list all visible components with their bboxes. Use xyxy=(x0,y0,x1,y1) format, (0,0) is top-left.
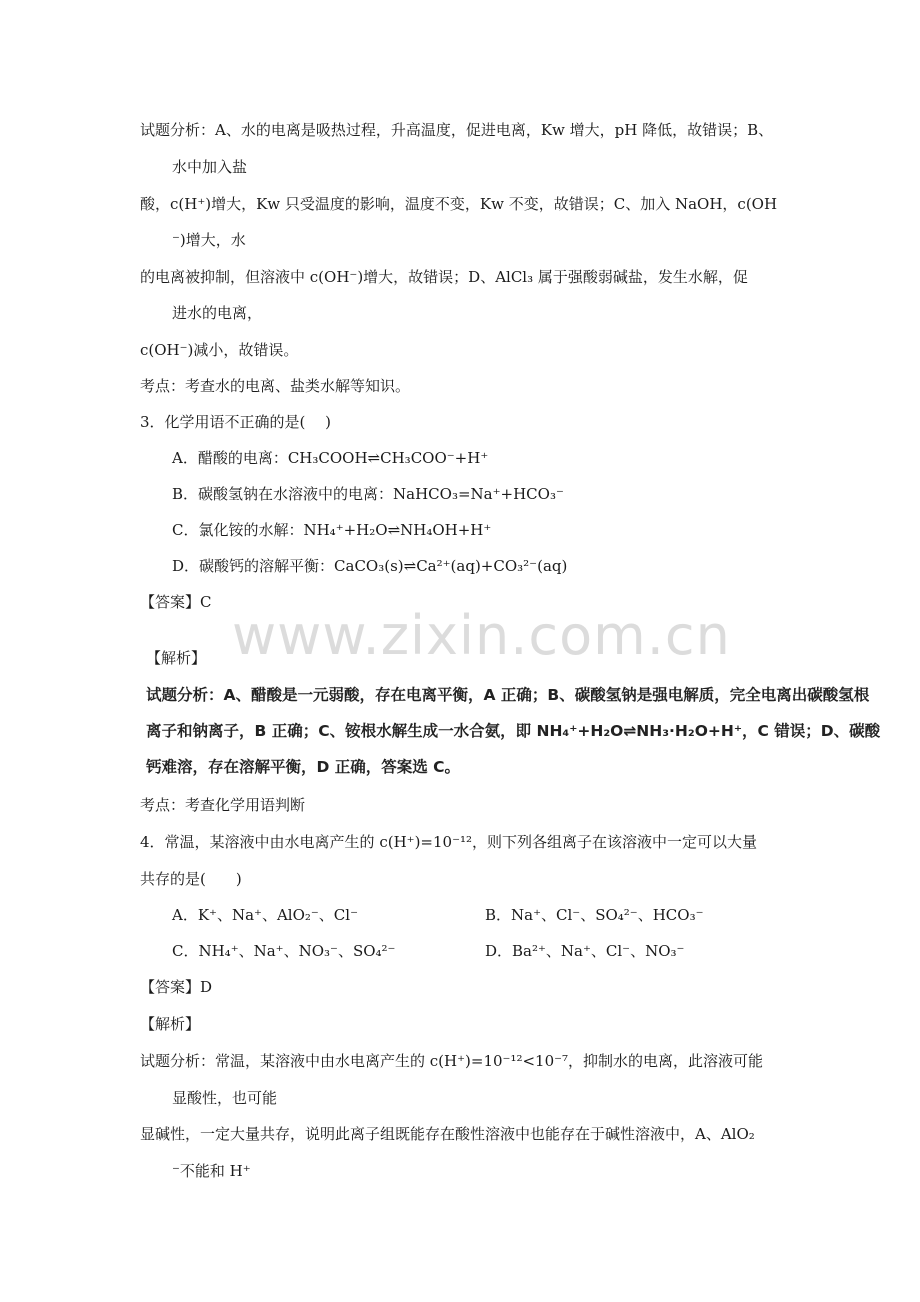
kaodian-line: 考点：考查水的电离、盐类水解等知识。 xyxy=(140,377,411,395)
text-line: 水中加入盐 xyxy=(172,158,248,176)
analysis-line: 试题分析：常温，某溶液中由水电离产生的 c(H⁺)=10⁻¹²<10⁻⁷，抑制水的电离，此溶液可能 xyxy=(140,1052,764,1070)
answer-label: 【答案】C xyxy=(140,593,212,611)
text-line: 酸，c(H⁺)增大，Kw 只受温度的影响，温度不变，Kw 不变，故错误；C、加入 NaOH，c(OH xyxy=(140,195,778,213)
analysis-label: 【解析】 xyxy=(140,1015,201,1033)
question-4: 4．常温，某溶液中由水电离产生的 c(H⁺)=10⁻¹²，则下列各组离子在该溶液中一定可以大量 xyxy=(140,833,758,851)
text-line: ⁻)增大，水 xyxy=(172,231,246,249)
question-4-cont: 共存的是( ) xyxy=(140,870,242,888)
watermark: www.zixin.com.cn xyxy=(232,604,731,667)
analysis-label: 【解析】 xyxy=(146,649,207,667)
option-b: B．Na⁺、Cl⁻、SO₄²⁻、HCO₃⁻ xyxy=(485,906,704,924)
analysis-line: 显酸性，也可能 xyxy=(172,1089,278,1107)
text-line: 的电离被抑制，但溶液中 c(OH⁻)增大，故错误；D、AlCl₃ 属于强酸弱碱盐，发生水解，促 xyxy=(140,268,748,286)
analysis-line: 钙难溶，存在溶解平衡，D 正确，答案选 C。 xyxy=(146,758,461,776)
analysis-line: 显碱性，一定大量共存，说明此离子组既能存在酸性溶液中也能存在于碱性溶液中，A、AlO₂ xyxy=(140,1125,755,1143)
option-d: D．Ba²⁺、Na⁺、Cl⁻、NO₃⁻ xyxy=(485,942,685,960)
question-3: 3．化学用语不正确的是( ) xyxy=(140,413,332,431)
analysis-line: 试题分析：A、醋酸是一元弱酸，存在电离平衡，A 正确；B、碳酸氢钠是强电解质，完全电离出碳酸氢根 xyxy=(146,686,870,704)
option-b: B．碳酸氢钠在水溶液中的电离：NaHCO₃=Na⁺+HCO₃⁻ xyxy=(172,485,564,503)
text-line: c(OH⁻)减小，故错误。 xyxy=(140,341,299,359)
text-line: 进水的电离， xyxy=(172,304,263,322)
option-d: D．碳酸钙的溶解平衡：CaCO₃(s)⇌Ca²⁺(aq)+CO₃²⁻(aq) xyxy=(172,557,568,575)
option-c: C．NH₄⁺、Na⁺、NO₃⁻、SO₄²⁻ xyxy=(172,942,396,960)
kaodian-line: 考点：考查化学用语判断 xyxy=(140,796,306,814)
option-a: A．醋酸的电离：CH₃COOH⇌CH₃COO⁻+H⁺ xyxy=(172,449,489,467)
answer-label: 【答案】D xyxy=(140,978,213,996)
analysis-line: 离子和钠离子，B 正确；C、铵根水解生成一水合氨，即 NH₄⁺+H₂O⇌NH₃·H₂O+H⁺，C 错误；D、碳酸 xyxy=(146,722,881,740)
option-a: A．K⁺、Na⁺、AlO₂⁻、Cl⁻ xyxy=(172,906,358,924)
option-c: C．氯化铵的水解：NH₄⁺+H₂O⇌NH₄OH+H⁺ xyxy=(172,521,492,539)
text-line: 试题分析：A、水的电离是吸热过程，升高温度，促进电离，Kw 增大，pH 降低，故错误；B、 xyxy=(140,121,774,139)
analysis-line: ⁻不能和 H⁺ xyxy=(172,1162,251,1180)
